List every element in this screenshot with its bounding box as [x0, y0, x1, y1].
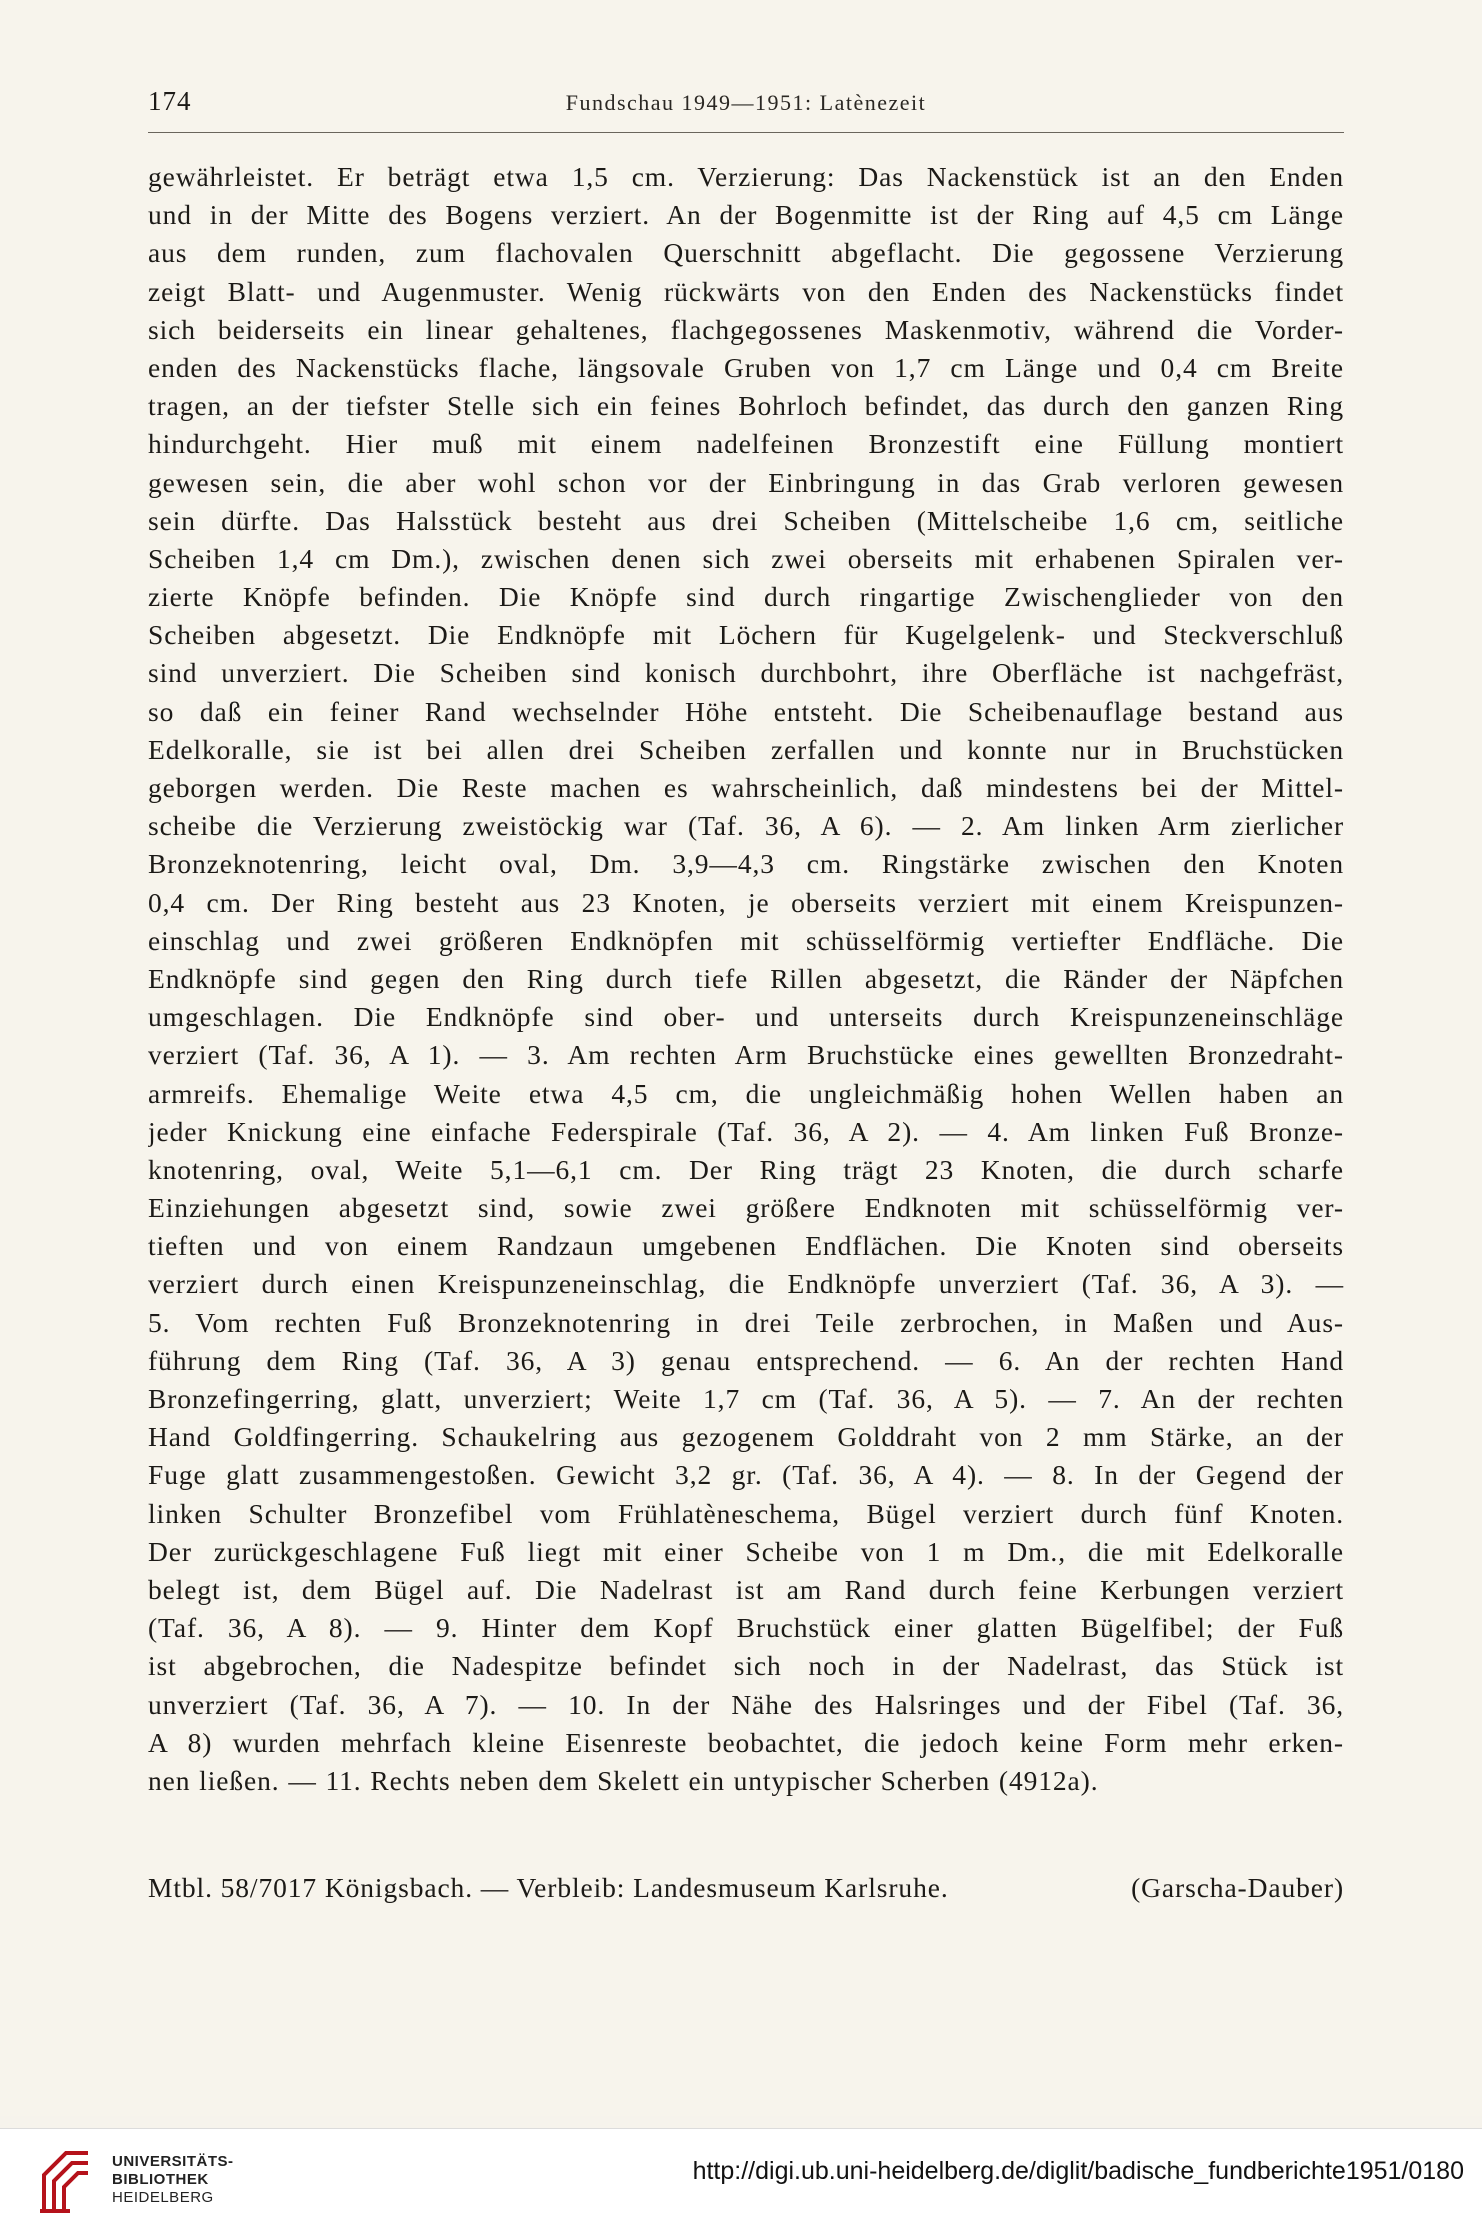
footline [148, 1872, 1344, 1912]
text-line: A 8) wurden mehrfach kleine Eisenreste beobachtet, die jedoch keine Form mehr erken- [148, 1726, 1344, 1758]
text-line: und in der Mitte des Bogens verziert. An der Bogenmitte ist der Ring auf 4,5 cm Länge [148, 199, 1344, 231]
page-header [148, 86, 1344, 126]
source-url-link[interactable]: http://digi.ub.uni-heidelberg.de/diglit/badische_fundberichte1951/0180 [692, 2157, 1464, 2185]
text-line: Einziehungen abgesetzt sind, sowie zwei größere Endknoten mit schüsselförmig ver- [148, 1192, 1344, 1224]
text-line: Bronzeknotenring, leicht oval, Dm. 3,9—4,3 cm. Ringstärke zwischen den Knoten [148, 848, 1344, 880]
text-line: hindurchgeht. Hier muß mit einem nadelfeinen Bronzestift eine Füllung montiert [148, 428, 1344, 460]
text-line: Fuge glatt zusammengestoßen. Gewicht 3,2 gr. (Taf. 36, A 4). — 8. In der Gegend der [148, 1459, 1344, 1491]
text-line: Hand Goldfingerring. Schaukelring aus gezogenem Golddraht von 2 mm Stärke, an der [148, 1421, 1344, 1453]
text-line: verziert (Taf. 36, A 1). — 3. Am rechten Arm Bruchstücke eines gewellten Bronzedraht- [148, 1039, 1344, 1071]
text-line: Endknöpfe sind gegen den Ring durch tiefe Rillen abgesetzt, die Ränder der Näpfchen [148, 962, 1344, 994]
text-line: (Taf. 36, A 8). — 9. Hinter dem Kopf Bruchstück einer glatten Bügelfibel; der Fuß [148, 1612, 1344, 1644]
text-line: aus dem runden, zum flachovalen Querschnitt abgeflacht. Die gegossene Verzierung [148, 237, 1344, 269]
text-line: ist abgebrochen, die Nadespitze befindet sich noch in der Nadelrast, das Stück ist [148, 1650, 1344, 1682]
text-line: sind unverziert. Die Scheiben sind konisch durchbohrt, ihre Oberfläche ist nachgefräst, [148, 657, 1344, 689]
text-line: belegt ist, dem Bügel auf. Die Nadelrast ist am Rand durch feine Kerbungen verziert [148, 1573, 1344, 1605]
text-line: zeigt Blatt- und Augenmuster. Wenig rückwärts von den Enden des Nackenstücks findet [148, 275, 1344, 307]
author-credit: (Garscha-Dauber) [1131, 1872, 1344, 1903]
text-line: Edelkoralle, sie ist bei allen drei Scheiben zerfallen und konnte nur in Bruchstücken [148, 733, 1344, 765]
library-footer [0, 2128, 1482, 2237]
text-line: tragen, an der tiefster Stelle sich ein feines Bohrloch befindet, das durch den ganzen Ring [148, 390, 1344, 422]
text-line: sein dürfte. Das Halsstück besteht aus drei Scheiben (Mittelscheibe 1,6 cm, seitliche [148, 504, 1344, 536]
body-text [148, 158, 1344, 1800]
text-line: führung dem Ring (Taf. 36, A 3) genau entsprechend. — 6. An der rechten Hand [148, 1344, 1344, 1376]
text-line: unverziert (Taf. 36, A 7). — 10. In der Nähe des Halsringes und der Fibel (Taf. 36, [148, 1688, 1344, 1720]
text-line: nen ließen. — 11. Rechts neben dem Skelett ein untypischer Scherben (4912a). [148, 1764, 1099, 1796]
text-line: 5. Vom rechten Fuß Bronzeknotenring in drei Teile zerbrochen, in Maßen und Aus- [148, 1306, 1344, 1338]
text-line: Bronzefingerring, glatt, unverziert; Weite 1,7 cm (Taf. 36, A 5). — 7. An der rechten [148, 1383, 1344, 1414]
university-library-logo-icon [36, 2145, 96, 2217]
library-name [112, 2153, 234, 2207]
text-line: einschlag und zwei größeren Endknöpfen mit schüsselförmig vertiefter Endfläche. Die [148, 924, 1344, 956]
header-rule [148, 132, 1344, 133]
library-name-line-1: UNIVERSITÄTS- [112, 2153, 234, 2170]
text-line: sich beiderseits ein linear gehaltenes, flachgegossenes Maskenmotiv, während die Vorder- [148, 313, 1344, 345]
text-line: zierte Knöpfe befinden. Die Knöpfe sind durch ringartige Zwischenglieder von den [148, 581, 1344, 613]
text-line: tieften und von einem Randzaun umgebenen Endflächen. Die Knoten sind oberseits [148, 1230, 1344, 1262]
text-line: umgeschlagen. Die Endknöpfe sind ober- und unterseits durch Kreispunzeneinschläge [148, 1001, 1344, 1033]
text-line: knotenring, oval, Weite 5,1—6,1 cm. Der Ring trägt 23 Knoten, die durch scharfe [148, 1153, 1344, 1185]
text-line: Der zurückgeschlagene Fuß liegt mit einer Scheibe von 1 m Dm., die mit Edelkoralle [148, 1535, 1344, 1567]
library-name-line-3: HEIDELBERG [112, 2189, 214, 2206]
text-line: Scheiben abgesetzt. Die Endknöpfe mit Löchern für Kugelgelenk- und Steckverschluß [148, 619, 1344, 651]
text-line: enden des Nackenstücks flache, längsovale Gruben von 1,7 cm Länge und 0,4 cm Breite [148, 351, 1344, 383]
text-line: jeder Knickung eine einfache Federspirale (Taf. 36, A 2). — 4. Am linken Fuß Bronze- [148, 1115, 1344, 1147]
library-name-line-2: BIBLIOTHEK [112, 2171, 209, 2188]
text-line: verziert durch einen Kreispunzeneinschlag, die Endknöpfe unverziert (Taf. 36, A 3). — [148, 1268, 1344, 1300]
text-line: gewesen sein, die aber wohl schon vor der Einbringung in das Grab verloren gewesen [148, 466, 1344, 498]
text-line: 0,4 cm. Der Ring besteht aus 23 Knoten, je oberseits verziert mit einem Kreispunzen- [148, 886, 1344, 918]
text-line: so daß ein feiner Rand wechselnder Höhe entsteht. Die Scheibenauflage bestand aus [148, 695, 1344, 727]
map-sheet-and-location: Mtbl. 58/7017 Königsbach. — Verbleib: Landesmuseum Karlsruhe. [148, 1872, 949, 1903]
text-line: linken Schulter Bronzefibel vom Frühlatèneschema, Bügel verziert durch fünf Knoten. [148, 1497, 1344, 1529]
text-line: geborgen werden. Die Reste machen es wahrscheinlich, daß mindestens bei der Mittel- [148, 772, 1344, 803]
text-line: gewährleistet. Er beträgt etwa 1,5 cm. Verzierung: Das Nackenstück ist an den Enden [148, 161, 1344, 192]
text-line: scheibe die Verzierung zweistöckig war (Taf. 36, A 6). — 2. Am linken Arm zierlicher [148, 810, 1344, 842]
running-head: Fundschau 1949—1951: Latènezeit [565, 90, 927, 115]
text-line: Scheiben 1,4 cm Dm.), zwischen denen sich zwei oberseits mit erhabenen Spiralen ver- [148, 542, 1344, 574]
page-number: 174 [148, 86, 192, 116]
text-line: armreifs. Ehemalige Weite etwa 4,5 cm, die ungleichmäßig hohen Wellen haben an [148, 1077, 1344, 1109]
